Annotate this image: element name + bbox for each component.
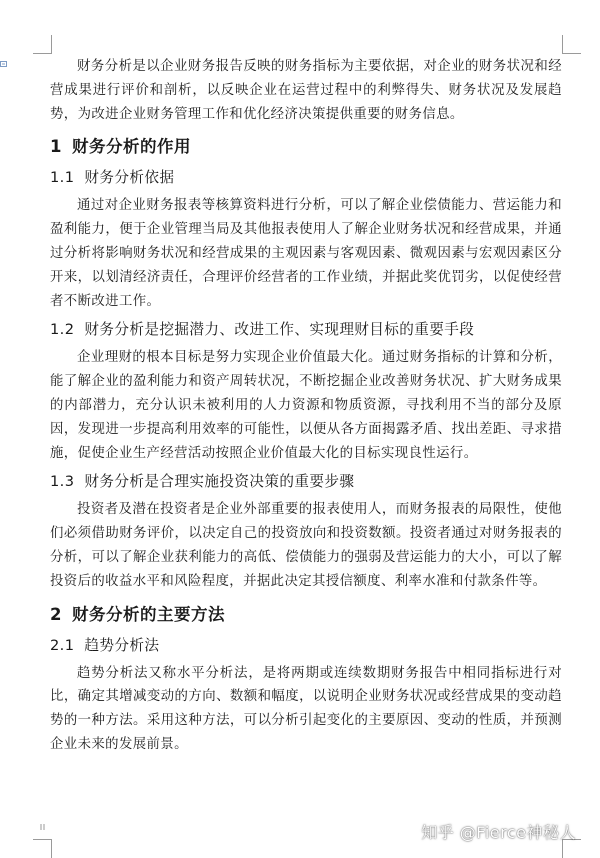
body-paragraph: 趋势分析法又称水平分析法，是将两期或连续数期财务报告中相同指标进行对比，确定其增减变动的方向、数额和幅度，以说明企业财务状况或经营成果的变动趋势的一种方法。采用这种方法，可以分析引起变化的主要原因、变动的性质，并预测企业未来的发展前景。: [50, 665, 562, 752]
intro-paragraph: 财务分析是以企业财务报告反映的财务指标为主要依据，对企业的财务状况和经营成果进行评价和剖析，以反映企业在运营过程中的利弊得失、财务状况及发展趋势，为改进企业财务管理工作和优化经济决策提供重要的财务信息。: [50, 59, 562, 122]
body-paragraph: 通过对企业财务报表等核算资料进行分析，可以了解企业偿债能力、营运能力和盈利能力，便于企业管理当局及其他报表使用人了解企业财务状况和经营成果，并通过分析将影响财务状况和经营成果的主观因素与客观因素、微观因素与宏观因素区分开来，以划清经济责任，合理评价经营者的工作业绩，并据此奖优罚劣，以促使经营者不断改进工作。: [50, 198, 562, 309]
zhihu-watermark: 知乎 @Fierce神秘人: [421, 823, 576, 842]
section-heading: 1 财务分析的作用: [50, 137, 191, 157]
document-marker-icon: [0, 60, 8, 68]
subsection-heading: 1.3 财务分析是合理实施投资决策的重要步骤: [50, 473, 355, 491]
paragraph-mark-icon: [40, 817, 48, 827]
crop-mark-top-right: [562, 35, 581, 54]
subsection-heading: 1.2 财务分析是挖掘潜力、改进工作、实现理财目标的重要手段: [50, 321, 475, 339]
crop-mark-bottom-left: [33, 839, 52, 858]
section-heading: 2 财务分析的主要方法: [50, 604, 225, 624]
body-paragraph: 投资者及潜在投资者是企业外部重要的报表使用人，而财务报表的局限性，使他们必须借助财务评价，以决定自己的投资放向和投资数额。投资者通过对财务报表的分析，可以了解企业获利能力的高低、偿债能力的强弱及营运能力的大小，可以了解投资后的收益水平和风险程度，并据此决定其授信额度、利率水准和付款条件等。: [50, 502, 562, 589]
body-paragraph: 企业理财的根本目标是努力实现企业价值最大化。通过财务指标的计算和分析，能了解企业的盈利能力和资产周转状况，不断挖掘企业改善财务状况、扩大财务成果的内部潜力，充分认识未被利用的人力资源和物质资源，寻找利用不当的部分及原因，发现进一步提高利用效率的可能性，以便从各方面揭露矛盾、找出差距、寻求措施，促使企业生产经营活动按照企业价值最大化的目标实现良性运行。: [50, 350, 562, 461]
crop-mark-top-left: [33, 35, 52, 54]
subsection-heading: 2.1 趋势分析法: [50, 636, 160, 654]
document-body: [50, 55, 562, 762]
subsection-heading: 1.1 财务分析依据: [50, 169, 175, 187]
